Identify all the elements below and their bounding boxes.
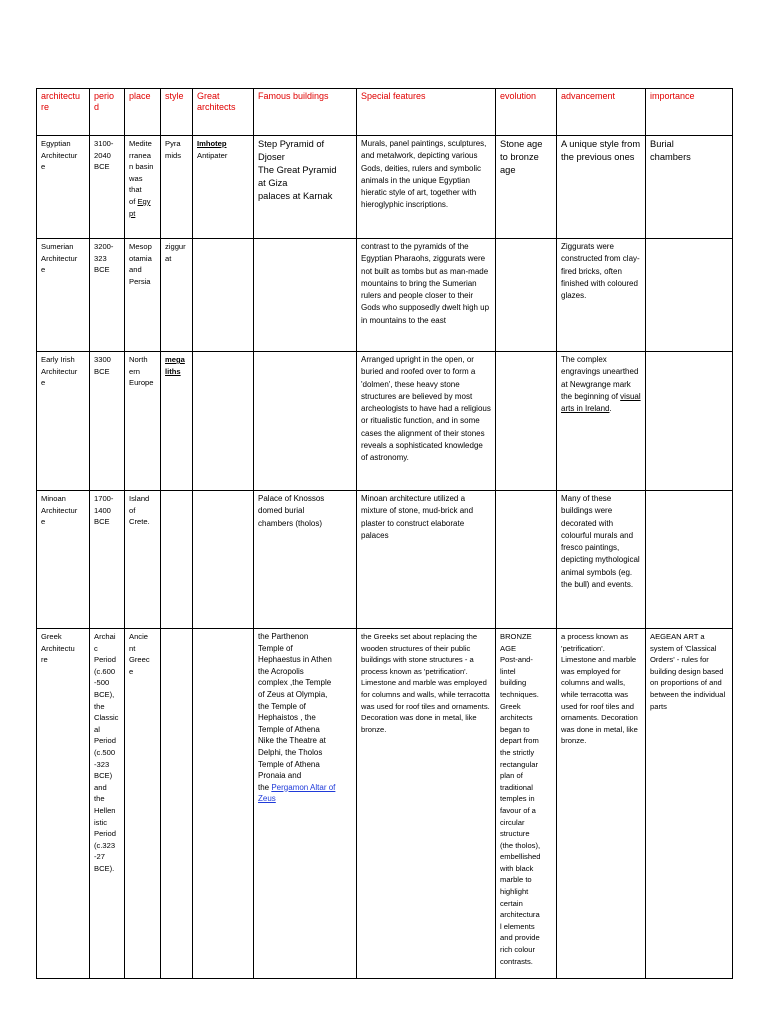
cell-place: Mesop otamia and Persia	[125, 239, 161, 352]
cell-architects	[193, 352, 254, 491]
buildings-text: the Parthenon Temple of Hephaestus in Athen the Acropolis complex ,the Temple of Zeus at Olympia, the Temple of Hephaistos , the Temple of Athena Nike the Theatre at Delphi, the Tholos Temple of Athena Pronaia and the	[258, 632, 332, 792]
cell-evolution: Stone age to bronze age	[496, 136, 557, 239]
cell-architecture: Early Irish Architectur e	[37, 352, 90, 491]
cell-period: Archai c Period (c.600 -500 BCE), the Classic al Period (c.500 -323 BCE) and the Hellen istic Period (c.323 -27 BCE).	[90, 629, 125, 979]
cell-architects	[193, 491, 254, 629]
cell-period: 3100- 2040 BCE	[90, 136, 125, 239]
cell-buildings: Palace of Knossos domed burial chambers (tholos)	[254, 491, 357, 629]
header-importance: importance	[646, 89, 733, 136]
cell-features: the Greeks set about replacing the wooden structures of their public buildings with stone structures - a process known as 'petrification'. Limestone and marble was employed for columns and walls, while terracotta was used for roof tiles and ornaments. Decoration was done in metal, like bronze.	[357, 629, 496, 979]
cell-features: Arranged upright in the open, or buried and roofed over to form a 'dolmen', these heavy stone structures are believed by most archeologists to have had a religious or ritualistic function, and in some cases the alignment of their stones reveals a sophisticated knowledge of astronomy.	[357, 352, 496, 491]
table-row	[37, 239, 733, 352]
advancement-suffix: .	[609, 404, 612, 414]
cell-buildings: Step Pyramid of Djoser The Great Pyramid at Giza palaces at Karnak	[254, 136, 357, 239]
cell-place: Island of Crete.	[125, 491, 161, 629]
cell-style	[161, 491, 193, 629]
cell-evolution: BRONZE AGE Post-and- lintel building techniques. Greek architects began to depart from the strictly rectangular plan of traditional temples in favour of a circular structure (the tholos), embellished with black marble to highlight certain architectura l elements and provide rich colour contrasts.	[496, 629, 557, 979]
cell-architects	[193, 629, 254, 979]
header-great-architects: Great architects	[193, 89, 254, 136]
table-row	[37, 491, 733, 629]
cell-period: 3300 BCE	[90, 352, 125, 491]
cell-architects	[193, 136, 254, 239]
table-row	[37, 629, 733, 979]
cell-period: 1700- 1400 BCE	[90, 491, 125, 629]
header-evolution: evolution	[496, 89, 557, 136]
cell-place: North ern Europe	[125, 352, 161, 491]
header-special-features: Special features	[357, 89, 496, 136]
pergamon-altar-link[interactable]: Pergamon Altar of Zeus	[258, 782, 336, 804]
cell-style: ziggur at	[161, 239, 193, 352]
cell-evolution	[496, 239, 557, 352]
table-row	[37, 136, 733, 239]
cell-architecture: Sumerian Architectur e	[37, 239, 90, 352]
cell-place	[125, 136, 161, 239]
cell-evolution	[496, 491, 557, 629]
cell-features: Murals, panel paintings, sculptures, and metalwork, depicting various Gods, deities, rulers and symbolic animals in the unique Egyptian hieratic style of art, together with hieroglyphic inscriptions.	[357, 136, 496, 239]
cell-importance	[646, 239, 733, 352]
cell-style	[161, 352, 193, 491]
header-advancement: advancement	[557, 89, 646, 136]
header-period: perio d	[90, 89, 125, 136]
cell-period: 3200- 323 BCE	[90, 239, 125, 352]
table-row	[37, 352, 733, 491]
header-style: style	[161, 89, 193, 136]
advancement-text: The complex engravings unearthed at Newgrange mark the beginning of	[561, 355, 639, 401]
cell-architecture: Greek Architectu re	[37, 629, 90, 979]
header-famous-buildings: Famous buildings	[254, 89, 357, 136]
cell-advancement: Ziggurats were constructed from clay-fired bricks, often finished with coloured glazes.	[557, 239, 646, 352]
megaliths-link[interactable]: mega liths	[165, 355, 185, 376]
cell-advancement: A unique style from the previous ones	[557, 136, 646, 239]
cell-features: Minoan architecture utilized a mixture of stone, mud-brick and plaster to construct elaborate palaces	[357, 491, 496, 629]
cell-importance	[646, 352, 733, 491]
header-place: place	[125, 89, 161, 136]
cell-importance: Burial chambers	[646, 136, 733, 239]
cell-place: Ancie nt Greec e	[125, 629, 161, 979]
cell-buildings	[254, 629, 357, 979]
header-row	[37, 89, 733, 136]
cell-evolution	[496, 352, 557, 491]
cell-architecture: Egyptian Architectur e	[37, 136, 90, 239]
cell-importance	[646, 491, 733, 629]
cell-buildings	[254, 352, 357, 491]
header-architecture: architectu re	[37, 89, 90, 136]
cell-advancement: a process known as 'petrification'. Limestone and marble was employed for columns and walls, while terracotta was used for roof tiles and ornaments. Decoration was done in metal, like bronze.	[557, 629, 646, 979]
cell-architects	[193, 239, 254, 352]
egypt-link[interactable]: Egy pt	[129, 196, 151, 218]
visual-arts-in-ireland-link[interactable]: visual arts in Ireland	[561, 391, 641, 414]
imhotep-link[interactable]: Imhotep	[197, 139, 227, 148]
cell-features: contrast to the pyramids of the Egyptian Pharaohs, ziggurats were not built as tombs but as man-made mountains to bring the Sumerian rulers and people closer to their Gods who supposedly dwelt high up in mountains to the east	[357, 239, 496, 352]
architecture-table	[36, 88, 733, 979]
cell-style	[161, 629, 193, 979]
architects-text: Antipater	[197, 150, 228, 160]
cell-style: Pyra mids	[161, 136, 193, 239]
place-text: Medite rranea n basin was that of	[129, 139, 154, 206]
cell-importance: AEGEAN ART a system of 'Classical Orders' - rules for building design based on proportions of and between the individual parts	[646, 629, 733, 979]
cell-advancement: Many of these buildings were decorated with colourful murals and fresco paintings, depicting mythological animal symbols (eg. the bull) and events.	[557, 491, 646, 629]
cell-buildings	[254, 239, 357, 352]
cell-architecture: Minoan Architectur e	[37, 491, 90, 629]
cell-advancement	[557, 352, 646, 491]
